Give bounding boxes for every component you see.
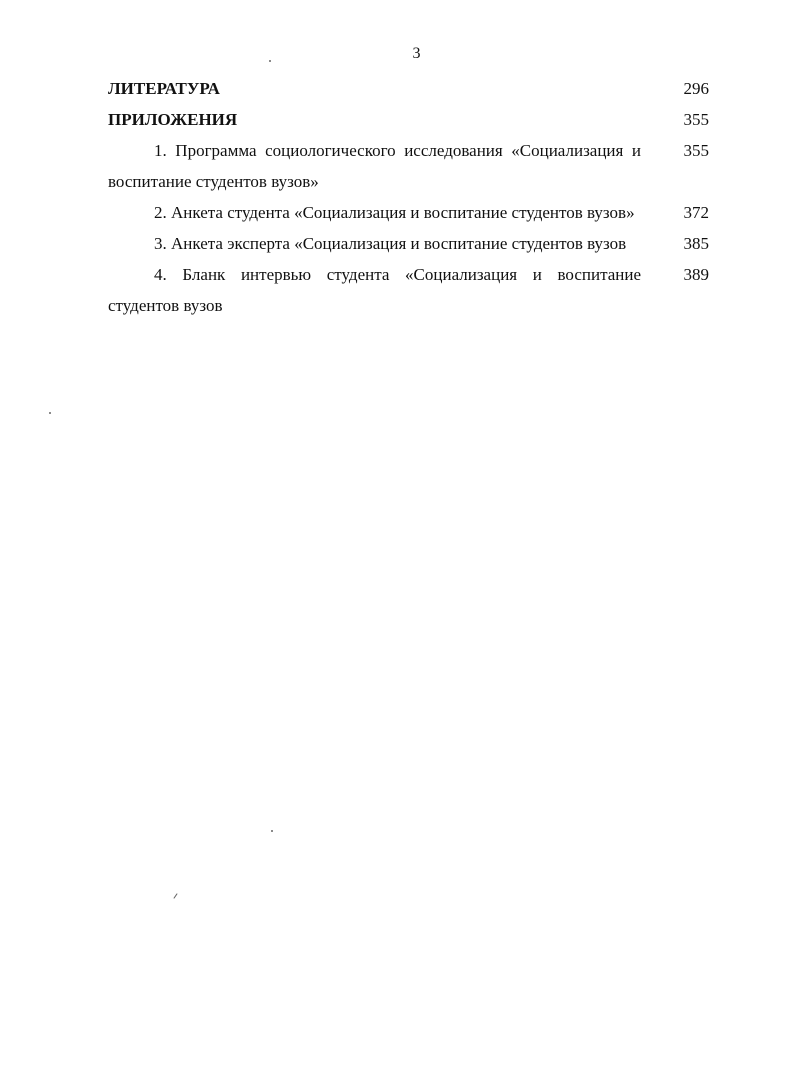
scan-speck <box>269 60 271 62</box>
toc-entry-appendix-3[interactable] <box>108 228 709 259</box>
toc-entry-page: 389 <box>683 265 709 284</box>
toc-entry-literature[interactable] <box>108 73 709 104</box>
toc-entry-page: 296 <box>683 79 709 98</box>
toc-entry-page: 355 <box>683 141 709 160</box>
toc-entry-page: 385 <box>683 234 709 253</box>
page-number: 3 <box>412 45 421 62</box>
toc-entry-title: 3. Анкета эксперта «Социализация и воспитание студентов вузов <box>154 234 627 253</box>
scan-speck <box>271 830 273 832</box>
toc-entry-title: 2. Анкета студента «Социализация и воспитание студентов вузов» <box>154 203 635 222</box>
toc-entry-title: 1. Программа социологического исследования «Социализация и воспитание студентов вузов» <box>108 141 641 191</box>
toc-entry-appendix-2[interactable] <box>108 197 709 228</box>
toc-entry-appendix-1[interactable] <box>108 135 709 197</box>
table-of-contents <box>108 73 709 321</box>
scan-speck <box>49 412 51 414</box>
toc-entry-title: ЛИТЕРАТУРА <box>108 79 220 98</box>
toc-entry-page: 372 <box>683 203 709 222</box>
toc-entry-title: ПРИЛОЖЕНИЯ <box>108 110 238 129</box>
toc-entry-title: 4. Бланк интервью студента «Социализация и воспитание студентов вузов <box>108 265 641 315</box>
toc-entry-appendices[interactable] <box>108 104 709 135</box>
toc-entry-appendix-4[interactable] <box>108 259 709 321</box>
scan-speck <box>173 893 177 898</box>
toc-entry-page: 355 <box>683 110 709 129</box>
